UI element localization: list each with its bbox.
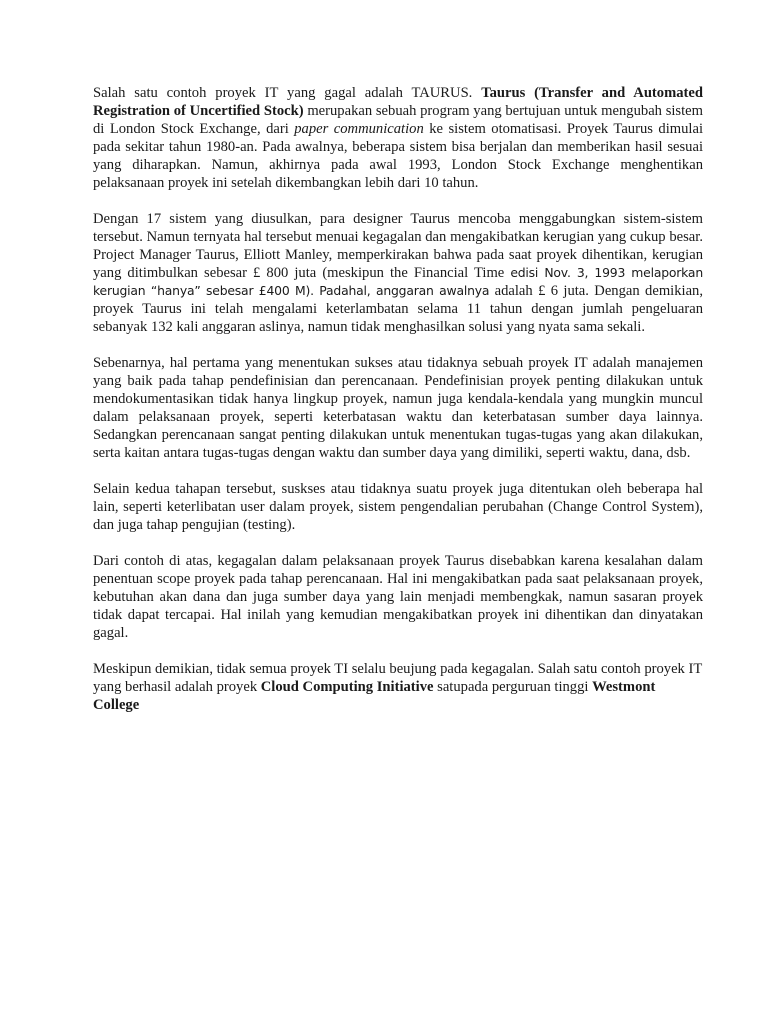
text-run: merupakan sebuah program yang bertujuan untuk mengubah sistem di London Stock Exchange, dari <box>93 103 703 137</box>
paper-communication-italic: paper communication <box>294 121 424 137</box>
text-run: Salah satu contoh proyek IT yang gagal adalah TAURUS. <box>93 85 482 101</box>
westmont-college-bold: Westmont College <box>93 679 656 713</box>
text-run: ke sistem otomatisasi. Proyek Taurus dimulai pada sekitar tahun 1980-an. Pada awalnya, beberapa sistem bisa berjalan dan memberikan hasil sesuai yang diharapkan. Namun, akhirnya pada awal 1993, London Stock Exchange menghentikan pelaksanaan proyek ini setelah dikembangkan lebih dari 10 tahun. <box>93 121 703 191</box>
text-run: Meskipun demikian, tidak semua proyek TI selalu beujung pada kegagalan. Salah satu contoh proyek IT yang berhasil adalah proyek <box>93 661 702 695</box>
financial-time-note: edisi Nov. 3, 1993 melaporkan kerugian “hanya” sebesar £400 M). Padahal, anggaran awalnya <box>93 265 703 298</box>
paragraph-taurus-losses <box>93 210 703 336</box>
document-page <box>93 84 703 732</box>
text-run: adalah £ 6 juta. Dengan demikian, proyek Taurus ini telah mengalami keterlambatan selama 11 tahun dengan jumlah pengeluaran sebanyak 132 kali anggaran aslinya, namun tidak menghasilkan solusi yang nyata sama sekali. <box>93 283 703 335</box>
paragraph-success-example <box>93 660 703 714</box>
text-run: satupada perguruan tinggi <box>433 679 593 695</box>
paragraph-taurus-intro <box>93 84 703 192</box>
text-run: Dengan 17 sistem yang diusulkan, para designer Taurus mencoba menggabungkan sistem-sistem tersebut. Namun ternyata hal tersebut menuai kegagalan dan mengakibatkan kerugian yang cukup besar. Project Manager Taurus, Elliott Manley, memperkirakan bahwa pada saat proyek dihentikan, kerugian yang ditimbulkan sebesar £ 800 juta (meskipun the Financial Time <box>93 211 703 281</box>
paragraph-success-factors: Selain kedua tahapan tersebut, suskses atau tidaknya suatu proyek juga ditentukan oleh beberapa hal lain, seperti keterlibatan user dalam proyek, sistem pengendalian perubahan (Change Control System), dan juga tahap pengujian (testing). <box>93 481 703 533</box>
paragraph-failure-cause: Dari contoh di atas, kegagalan dalam pelaksanaan proyek Taurus disebabkan karena kesalahan dalam penentuan scope proyek pada tahap perencanaan. Hal ini mengakibatkan pada saat pelaksanaan proyek, kebutuhan akan dana dan juga sumber daya yang lain menjadi membengkak, namun sasaran proyek tidak dapat tercapai. Hal inilah yang kemudian mengakibatkan proyek ini dihentikan dan dinyatakan gagal. <box>93 553 703 641</box>
taurus-definition-bold: Taurus (Transfer and Automated Registration of Uncertified Stock) <box>93 85 703 119</box>
paragraph-project-management: Sebenarnya, hal pertama yang menentukan sukses atau tidaknya sebuah proyek IT adalah manajemen yang baik pada tahap pendefinisian dan perencanaan. Pendefinisian proyek penting dilakukan untuk mendokumentasikan tidak hanya lingkup proyek, namun juga kendala-kendala yang mungkin muncul dalam pelaksanaan proyek, seperti keterbatasan waktu dan keterbatasan sumber daya lainnya. Sedangkan perencanaan sangat penting dilakukan untuk menentukan tugas-tugas yang akan dilakukan, serta kaitan antara tugas-tugas dengan waktu dan sumber daya yang dimiliki, seperti waktu, dana, dsb. <box>93 355 703 461</box>
cloud-computing-bold: Cloud Computing Initiative <box>260 679 434 695</box>
